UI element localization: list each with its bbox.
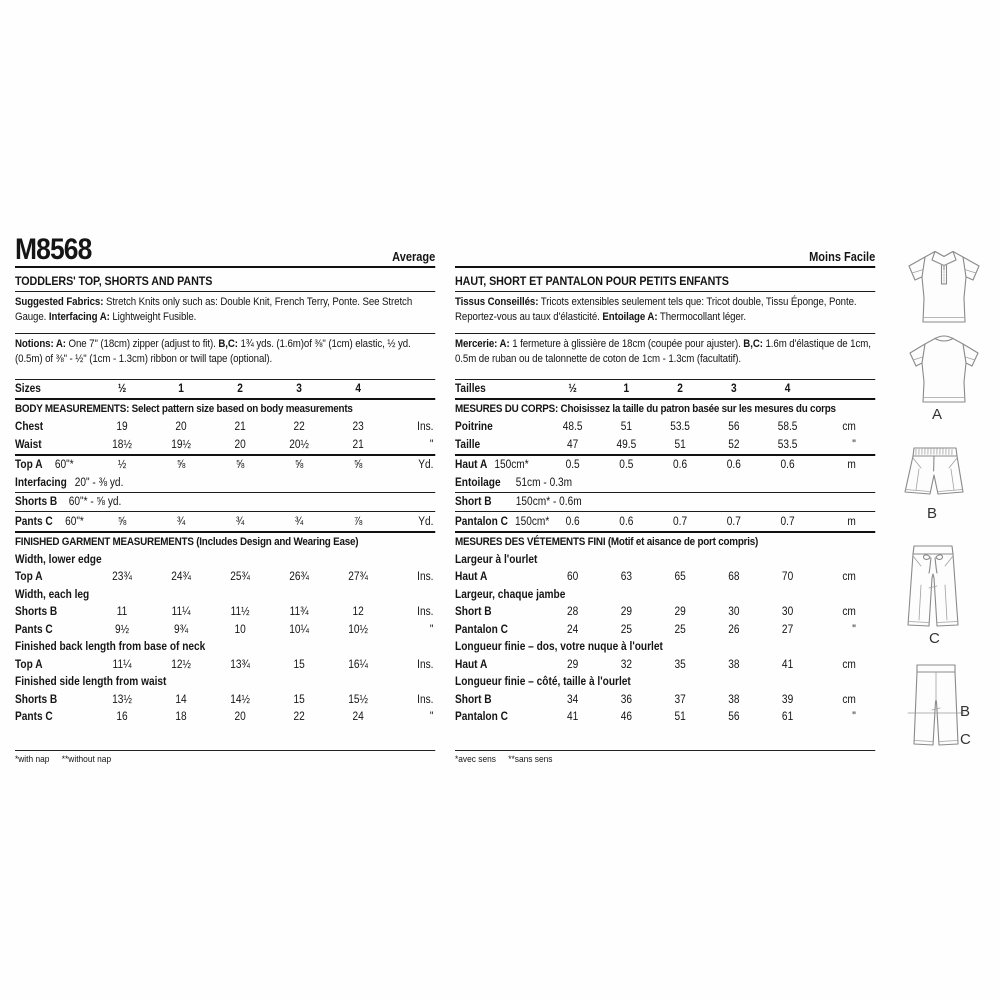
row-value: 2 <box>677 383 683 396</box>
row-label-cell <box>455 624 546 636</box>
row-value: 21 <box>234 421 246 434</box>
row-width-spec: 150cm* <box>494 459 529 472</box>
row-label-cell <box>455 421 546 433</box>
table-row <box>455 436 875 453</box>
english-column <box>15 232 436 765</box>
row-label: Top A <box>15 459 43 472</box>
row-label: Haut A <box>455 658 488 671</box>
footnote-with-nap: *with nap <box>15 754 50 766</box>
row-unit: " <box>852 711 856 723</box>
sizes-row-en <box>15 381 435 398</box>
row-value: 26 <box>728 623 740 636</box>
body-measurements-header-fr: MESURES DU CORPS: Choisissez la taille du patron basée sur les mesures du corps <box>455 403 836 416</box>
row-value: 32 <box>620 658 632 671</box>
row-label: Pants C <box>15 515 53 528</box>
row-value: 150cm* - 0.6m <box>515 496 582 509</box>
row-value: 16¼ <box>348 658 369 671</box>
row-value: 15 <box>293 658 305 671</box>
row-label: Top A <box>15 658 43 671</box>
row-value: 0.5 <box>619 459 634 472</box>
row-label-cell <box>455 606 546 618</box>
row-unit: Ins. <box>417 658 434 671</box>
row-unit: " <box>429 711 434 723</box>
row-value: 41 <box>566 711 579 723</box>
row-value: 15½ <box>348 693 369 706</box>
row-value: 3 <box>731 383 737 396</box>
row-value: 60"* - ⅝ yd. <box>68 496 122 509</box>
row-value: 34 <box>566 693 579 706</box>
row-value: 25 <box>674 623 686 636</box>
table-row <box>455 656 875 673</box>
french-column <box>455 232 876 765</box>
row-value: 11¼ <box>112 658 132 671</box>
fabrics-paragraph-en: Suggested Fabrics: Stretch Knits only such as: Double Knit, French Terry, Ponte. See Stretch Gauge. Interfacing A: Lightweight Fusible. <box>15 292 435 334</box>
row-unit: m <box>847 515 856 528</box>
row-value: 20" - ⅜ yd. <box>74 476 124 489</box>
row-label: Shorts B <box>15 606 58 619</box>
row-value: 0.6 <box>565 515 580 528</box>
row-label: Pants C <box>15 711 53 723</box>
table-row <box>15 709 435 726</box>
row-value: 15 <box>293 693 305 706</box>
row-value: 27 <box>781 623 794 636</box>
row-label-cell <box>15 383 93 395</box>
row-value: 38 <box>728 658 740 671</box>
view-b-label: B <box>927 505 938 522</box>
row-unit: cm <box>842 693 856 706</box>
table-row <box>15 436 435 453</box>
finished-measurements-header-fr: MESURES DES VÉTEMENTS FINI (Motif et aisance de port compris) <box>455 535 759 548</box>
row-value: 4 <box>355 383 361 396</box>
row-value: 46 <box>620 711 632 723</box>
row-value: 1 <box>178 383 184 396</box>
row-value: 18 <box>175 711 187 723</box>
row-unit: m <box>847 459 856 472</box>
row-value: ⅝ <box>235 459 245 472</box>
row-label: Tailles <box>455 383 486 396</box>
row-label: Top A <box>15 571 43 584</box>
row-unit: Ins. <box>417 606 434 619</box>
row-label: Poitrine <box>455 421 493 434</box>
row-value: 24 <box>566 623 579 636</box>
row-value: 11¾ <box>289 606 309 619</box>
row-value: 28 <box>566 606 579 619</box>
pattern-number: M8568 <box>15 233 92 266</box>
back-view-b-label: B <box>960 703 971 720</box>
row-value: 23¾ <box>112 571 132 584</box>
row-label-cell <box>15 571 93 583</box>
table-row <box>15 494 435 511</box>
notions-paragraph-fr: Mercerie: A: 1 fermeture à glissière de 18cm (coupée pour ajuster). B,C: 1.6m d'élastique de 1cm, 0.5m de ruban ou de talonnette de coton de 1cm - 1.3cm (facultatif). <box>455 334 875 380</box>
row-label-cell <box>455 515 550 528</box>
group-header: Width, each leg <box>15 588 90 601</box>
garment-title-en: TODDLERS' TOP, SHORTS AND PANTS <box>15 268 435 292</box>
row-value: 58.5 <box>777 421 798 434</box>
row-label: Short B <box>455 496 492 509</box>
group-header: Longueur finie – côté, taille à l'ourlet <box>455 676 631 689</box>
back-view-c-label: C <box>960 731 971 748</box>
row-label: Pants C <box>15 623 53 636</box>
row-value: 27¾ <box>348 571 369 584</box>
row-label: Short B <box>455 606 492 619</box>
row-label-cell <box>15 606 93 618</box>
row-label-cell <box>15 516 93 528</box>
french-header <box>455 232 875 268</box>
group-header: Longueur finie – dos, votre nuque à l'ourlet <box>455 641 663 654</box>
row-label: Pantalon C <box>455 515 508 528</box>
table-row <box>455 691 875 708</box>
group-header: Finished side length from waist <box>15 676 167 689</box>
row-value: ⅝ <box>294 459 304 472</box>
row-value: 51 <box>620 421 632 434</box>
row-label: Haut A <box>455 459 488 472</box>
row-label-cell <box>15 439 93 451</box>
view-c-label: C <box>929 630 940 647</box>
row-value: 2 <box>237 383 243 396</box>
row-value: 11¼ <box>171 606 191 619</box>
footnote-sans-sens: **sans sens <box>508 754 553 766</box>
group-header: Largeur, chaque jambe <box>455 588 566 601</box>
table-row <box>15 656 435 673</box>
group-header: Width, lower edge <box>15 553 102 566</box>
row-unit: " <box>852 623 856 636</box>
row-label-cell <box>15 459 93 471</box>
row-width-spec: 60"* <box>65 515 84 528</box>
table-row <box>15 569 435 586</box>
row-value: 52 <box>728 438 740 451</box>
row-label-cell <box>455 659 546 671</box>
row-value: 22 <box>293 421 305 434</box>
row-label: Chest <box>15 421 44 434</box>
row-value: 3 <box>296 383 302 396</box>
row-unit: " <box>852 438 856 451</box>
footnote-fr <box>455 750 875 765</box>
row-value: 61 <box>781 711 794 723</box>
row-value: 29 <box>566 658 579 671</box>
row-value: 16 <box>116 711 128 723</box>
finished-measurements-header-en: FINISHED GARMENT MEASUREMENTS (Includes Design and Wearing Ease) <box>15 535 359 548</box>
shirt-front-illustration <box>896 243 992 335</box>
row-value: 0.7 <box>673 515 688 528</box>
fabrics-paragraph-fr: Tissus Conseillés: Tricots extensibles seulement tels que: Tricot double, Tissu Éponge, Ponte. Reportez-vous au taux d'élasticité. Entoilage A: Thermocollant léger. <box>455 292 875 334</box>
garment-title-fr: HAUT, SHORT ET PANTALON POUR PETITS ENFANTS <box>455 268 875 292</box>
row-value: 51cm - 0.3m <box>515 476 573 489</box>
difficulty-label-fr: Moins Facile <box>809 250 876 264</box>
row-label-cell <box>15 659 93 671</box>
row-unit: cm <box>842 606 856 619</box>
row-unit: Ins. <box>417 693 434 706</box>
row-value: 23 <box>352 421 364 434</box>
row-label-cell <box>455 439 546 451</box>
table-row <box>455 419 875 436</box>
difficulty-label-en: Average <box>392 250 436 264</box>
row-unit: Yd. <box>418 459 434 472</box>
row-value: 30 <box>728 606 740 619</box>
row-unit: Ins. <box>417 421 434 434</box>
row-value: ½ <box>117 383 127 396</box>
row-value: ⅝ <box>176 459 186 472</box>
row-value: 9¾ <box>174 623 189 636</box>
row-value: 65 <box>674 571 686 584</box>
row-unit: cm <box>842 658 856 671</box>
row-value: 36 <box>620 693 632 706</box>
row-value: 63 <box>620 571 632 584</box>
row-value: ¾ <box>176 515 186 528</box>
view-a-label: A <box>932 406 943 423</box>
row-value: 4 <box>784 383 791 396</box>
row-unit: " <box>429 438 434 451</box>
sizes-row-fr <box>455 381 875 398</box>
row-label-cell <box>455 694 546 706</box>
table-row <box>15 691 435 708</box>
table-row <box>15 457 435 474</box>
row-value: 10¼ <box>289 623 309 636</box>
row-value: 20 <box>234 711 246 723</box>
row-label: Pantalon C <box>455 623 508 636</box>
row-label: Sizes <box>15 383 41 396</box>
footnote-without-nap: **without nap <box>61 754 112 766</box>
row-value: 11½ <box>230 606 250 619</box>
row-value: 0.6 <box>726 459 741 472</box>
row-value: 20½ <box>289 438 309 451</box>
row-value: 37 <box>674 693 686 706</box>
row-label-cell <box>15 694 93 706</box>
row-value: ½ <box>568 383 577 396</box>
row-label: Shorts B <box>15 693 58 706</box>
row-value: 26¾ <box>289 571 309 584</box>
row-width-spec: 60"* <box>54 459 74 472</box>
row-value: 24 <box>352 711 364 723</box>
group-header: Finished back length from base of neck <box>15 641 206 654</box>
row-value: 0.7 <box>780 515 795 528</box>
row-label-cell <box>15 624 93 636</box>
row-value: 0.6 <box>619 515 634 528</box>
table-row <box>455 604 875 621</box>
row-value: ⅞ <box>353 515 363 528</box>
body-measurements-header-en: BODY MEASUREMENTS: Select pattern size based on body measurements <box>15 403 353 416</box>
pants-illustration <box>901 540 965 634</box>
row-value: 29 <box>620 606 632 619</box>
row-value: 49.5 <box>616 438 637 451</box>
row-value: 13¾ <box>230 658 250 671</box>
row-value: 13½ <box>112 693 132 706</box>
row-value: 47 <box>566 438 579 451</box>
row-value: 20 <box>234 438 246 451</box>
row-value: 19½ <box>171 438 191 451</box>
row-value: 24¾ <box>171 571 191 584</box>
row-value: 51 <box>674 438 686 451</box>
row-value: 0.7 <box>726 515 741 528</box>
row-value: 10½ <box>348 623 369 636</box>
row-label: Waist <box>15 438 42 451</box>
row-value: ⅝ <box>353 459 363 472</box>
table-row <box>455 474 875 491</box>
row-value: 70 <box>781 571 794 584</box>
row-unit: cm <box>842 571 856 584</box>
row-value: 35 <box>674 658 686 671</box>
row-value: 41 <box>781 658 794 671</box>
notions-paragraph-en: Notions: A: One 7" (18cm) zipper (adjust to fit). B,C: 1¾ yds. (1.6m)of ⅜" (1cm) elastic, ½ yd. (0.5m) of ⅜" - ½" (1cm - 1.3cm) ribbon or twill tape (optional). <box>15 334 435 380</box>
row-value: 53.5 <box>670 421 690 434</box>
row-value: ⅝ <box>117 515 127 528</box>
table-row <box>455 457 875 474</box>
table-row <box>15 419 435 436</box>
row-unit: cm <box>842 421 856 434</box>
row-value: 0.6 <box>780 459 795 472</box>
table-row <box>455 569 875 586</box>
row-value: 1 <box>623 383 630 396</box>
row-value: 39 <box>781 693 794 706</box>
row-label: Shorts B <box>15 496 58 509</box>
row-value: ¾ <box>235 515 245 528</box>
row-value: 48.5 <box>562 421 583 434</box>
table-row <box>15 621 435 638</box>
table-row <box>15 513 435 530</box>
row-value: 12 <box>352 606 364 619</box>
row-value: 9½ <box>114 623 130 636</box>
row-value: 25 <box>620 623 632 636</box>
row-value: 38 <box>728 693 740 706</box>
row-value: 20 <box>175 421 187 434</box>
row-label-cell <box>15 421 93 433</box>
row-value: 10 <box>234 623 246 636</box>
row-value: ½ <box>117 459 127 472</box>
row-value: 56 <box>728 421 740 434</box>
row-label-cell <box>455 459 546 471</box>
row-value: 68 <box>728 571 740 584</box>
row-label: Short B <box>455 693 492 706</box>
row-value: 0.5 <box>565 459 580 472</box>
row-label: Interfacing <box>15 476 67 489</box>
row-value: 11 <box>116 606 128 619</box>
row-label: Pantalon C <box>455 711 508 723</box>
table-row <box>455 621 875 638</box>
row-value: 21 <box>352 438 364 451</box>
row-value: 12½ <box>171 658 191 671</box>
table-row <box>15 474 435 491</box>
row-value: 56 <box>728 711 740 723</box>
footnote-avec-sens: *avec sens <box>455 754 496 766</box>
row-unit: Ins. <box>417 571 434 584</box>
row-width-spec: 150cm* <box>514 515 550 528</box>
row-value: 0.6 <box>673 459 688 472</box>
row-value: 53.5 <box>777 438 798 451</box>
row-value: ¾ <box>294 515 304 528</box>
row-value: 25¾ <box>230 571 250 584</box>
shorts-illustration <box>899 441 971 507</box>
footnote-en <box>15 750 435 765</box>
group-header: Largeur à l'ourlet <box>455 553 538 566</box>
row-label-cell <box>455 383 546 395</box>
row-label: Entoilage <box>455 476 501 489</box>
row-label-cell <box>455 711 546 723</box>
row-label-cell <box>15 711 93 723</box>
row-value: 60 <box>566 571 579 584</box>
row-unit: Yd. <box>418 515 434 528</box>
table-row <box>455 709 875 726</box>
pants-back-illustration <box>906 660 966 752</box>
row-value: 19 <box>116 421 128 434</box>
row-label: Haut A <box>455 571 488 584</box>
row-value: 18½ <box>112 438 132 451</box>
row-label: Taille <box>455 438 481 451</box>
row-value: 29 <box>674 606 686 619</box>
row-value: 51 <box>674 711 686 723</box>
row-label-cell <box>455 571 546 583</box>
row-value: 30 <box>781 606 794 619</box>
row-value: 22 <box>293 711 305 723</box>
table-row <box>455 494 875 511</box>
table-row <box>455 513 875 530</box>
row-unit: " <box>429 623 434 636</box>
row-value: 14½ <box>230 693 250 706</box>
shirt-back-illustration <box>899 332 989 412</box>
row-value: 14 <box>175 693 187 706</box>
table-row <box>15 604 435 621</box>
english-header <box>15 232 435 268</box>
